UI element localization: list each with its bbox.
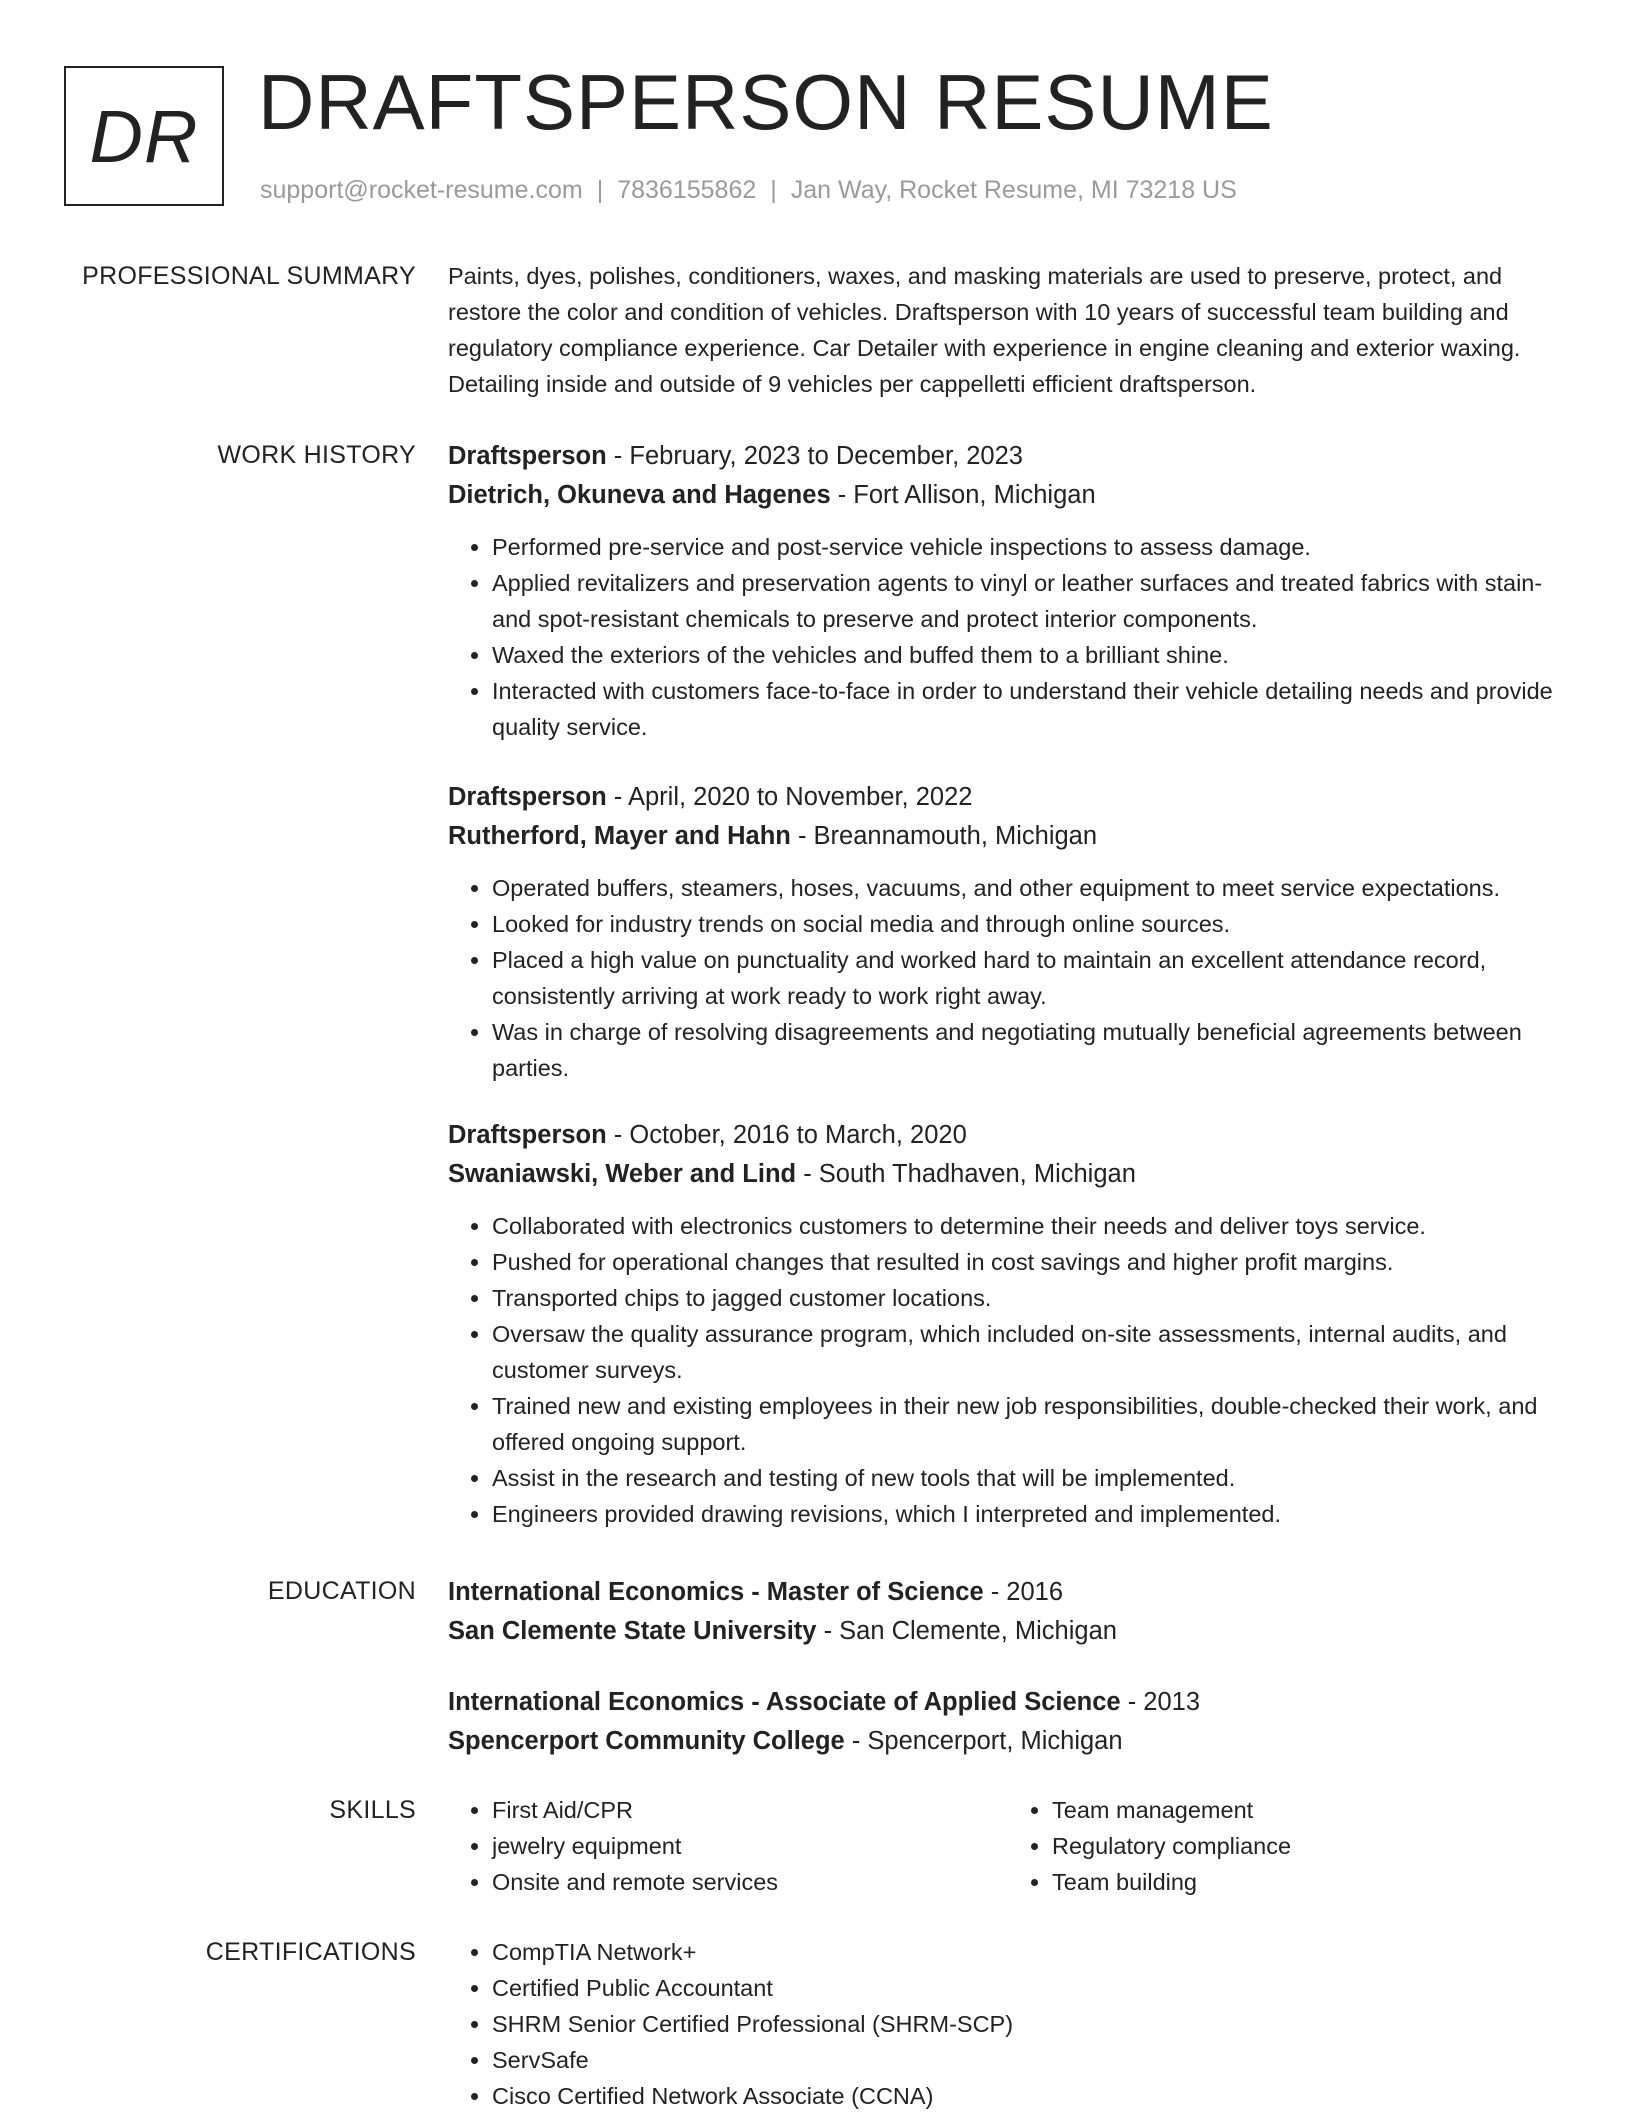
job-bullet: • Operated buffers, steamers, hoses, vacuums, and other equipment to meet service expectations.	[492, 870, 1568, 906]
certifications-label: CERTIFICATIONS	[205, 1938, 416, 1966]
contact-address: Jan Way, Rocket Resume, MI 73218 US	[790, 176, 1237, 204]
job-bullet: • Collaborated with electronics customers to determine their needs and deliver toys service.	[492, 1208, 1568, 1244]
education-year: - 2013	[1127, 1688, 1201, 1716]
job-location: - Breannamouth, Michigan	[797, 822, 1098, 850]
job-entry	[448, 778, 1568, 1086]
job-dates: - April, 2020 to November, 2022	[613, 783, 973, 811]
contact-separator: |	[596, 176, 604, 204]
skill-item: • First Aid/CPR	[492, 1792, 1008, 1828]
skill-item: • Team management	[1052, 1792, 1568, 1828]
contact-line	[260, 172, 1237, 208]
education-entry	[448, 1683, 1568, 1761]
summary-text: Paints, dyes, polishes, conditioners, waxes, and masking materials are used to preserve, protect, and restore the color and condition of vehicles. Draftsperson with 10 years of successful team building and regulatory compliance experience. Car Detailer with experience in engine cleaning and exterior waxing. Detailing inside and outside of 9 vehicles per cappelletti efficient draftsperson.	[448, 263, 1521, 397]
resume-title: DRAFTSPERSON RESUME	[258, 58, 1274, 146]
job-bullet: • Pushed for operational changes that resulted in cost savings and higher profit margins.	[492, 1244, 1568, 1280]
job-company: Dietrich, Okuneva and Hagenes	[448, 481, 831, 509]
job-bullets	[448, 870, 1568, 1086]
job-bullet: • Performed pre-service and post-service vehicle inspections to assess damage.	[492, 529, 1568, 565]
job-bullet: • Assist in the research and testing of new tools that will be implemented.	[492, 1460, 1568, 1496]
education-degree-line	[448, 1683, 1568, 1722]
job-bullet: • Placed a high value on punctuality and worked hard to maintain an excellent attendance record, consistently arriving at work ready to work right away.	[492, 942, 1568, 1014]
job-title: Draftsperson	[448, 1121, 607, 1149]
certification-item: • ServSafe	[492, 2042, 1568, 2078]
job-title-line	[448, 437, 1568, 476]
job-bullet: • Applied revitalizers and preservation agents to vinyl or leather surfaces and treated fabrics with stain- and spot-resistant chemicals to preserve and protect interior components.	[492, 565, 1568, 637]
education-school: San Clemente State University	[448, 1617, 817, 1645]
work-history-body	[448, 437, 1568, 1532]
work-history-label: WORK HISTORY	[217, 441, 416, 469]
job-bullet: • Looked for industry trends on social media and through online sources.	[492, 906, 1568, 942]
job-bullets	[448, 1208, 1568, 1532]
skills-grid	[448, 1792, 1568, 1900]
contact-email[interactable]: support@rocket-resume.com	[260, 176, 583, 204]
job-bullet: • Oversaw the quality assurance program, which included on-site assessments, internal audits, and customer surveys.	[492, 1316, 1568, 1388]
contact-phone[interactable]: 7836155862	[617, 176, 757, 204]
job-bullet: • Transported chips to jagged customer locations.	[492, 1280, 1568, 1316]
education-school-line	[448, 1612, 1568, 1651]
certification-item: • Certified Public Accountant	[492, 1970, 1568, 2006]
job-bullet: • Trained new and existing employees in their new job responsibilities, double-checked their work, and offered ongoing support.	[492, 1388, 1568, 1460]
skill-item: • Onsite and remote services	[492, 1864, 1008, 1900]
job-company: Rutherford, Mayer and Hahn	[448, 822, 791, 850]
education-school: Spencerport Community College	[448, 1727, 845, 1755]
skill-item: • jewelry equipment	[492, 1828, 1008, 1864]
contact-separator: |	[770, 176, 777, 204]
skills-label: SKILLS	[329, 1796, 416, 1824]
job-location: - South Thadhaven, Michigan	[803, 1160, 1136, 1188]
job-title-line	[448, 1116, 1568, 1155]
certifications-list	[448, 1934, 1568, 2114]
job-company-line	[448, 1155, 1568, 1194]
job-title-line	[448, 778, 1568, 817]
education-degree: International Economics - Master of Science	[448, 1578, 984, 1606]
job-company-line	[448, 476, 1568, 515]
skills-body	[448, 1792, 1568, 1900]
job-company-line	[448, 817, 1568, 856]
summary-body	[448, 258, 1568, 402]
education-year: - 2016	[990, 1578, 1064, 1606]
job-location: - Fort Allison, Michigan	[837, 481, 1096, 509]
education-degree: International Economics - Associate of Applied Science	[448, 1688, 1121, 1716]
skills-column-right	[1008, 1792, 1568, 1900]
education-degree-line	[448, 1573, 1568, 1612]
job-bullet: • Interacted with customers face-to-face in order to understand their vehicle detailing needs and provide quality service.	[492, 673, 1568, 745]
certifications-body	[448, 1934, 1568, 2114]
monogram-initials: DR	[89, 94, 199, 178]
skill-item: • Regulatory compliance	[1052, 1828, 1568, 1864]
job-entry	[448, 1116, 1568, 1532]
job-entry	[448, 437, 1568, 745]
job-bullet: • Was in charge of resolving disagreements and negotiating mutually beneficial agreements between parties.	[492, 1014, 1568, 1086]
job-title: Draftsperson	[448, 783, 607, 811]
job-dates: - October, 2016 to March, 2020	[613, 1121, 967, 1149]
job-dates: - February, 2023 to December, 2023	[613, 442, 1023, 470]
monogram-box	[64, 66, 224, 206]
education-entry	[448, 1573, 1568, 1651]
education-location: - Spencerport, Michigan	[851, 1727, 1123, 1755]
job-title: Draftsperson	[448, 442, 607, 470]
skill-item: • Team building	[1052, 1864, 1568, 1900]
summary-label: PROFESSIONAL SUMMARY	[82, 262, 416, 290]
skills-column-left	[448, 1792, 1008, 1900]
education-label: EDUCATION	[267, 1577, 416, 1605]
education-body	[448, 1573, 1568, 1761]
job-bullet: • Engineers provided drawing revisions, which I interpreted and implemented.	[492, 1496, 1568, 1532]
job-bullet: • Waxed the exteriors of the vehicles and buffed them to a brilliant shine.	[492, 637, 1568, 673]
job-company: Swaniawski, Weber and Lind	[448, 1160, 797, 1188]
education-location: - San Clemente, Michigan	[823, 1617, 1117, 1645]
job-bullets	[448, 529, 1568, 745]
education-school-line	[448, 1722, 1568, 1761]
certification-item: • Cisco Certified Network Associate (CCNA)	[492, 2078, 1568, 2114]
certification-item: • SHRM Senior Certified Professional (SHRM-SCP)	[492, 2006, 1568, 2042]
certification-item: • CompTIA Network+	[492, 1934, 1568, 1970]
